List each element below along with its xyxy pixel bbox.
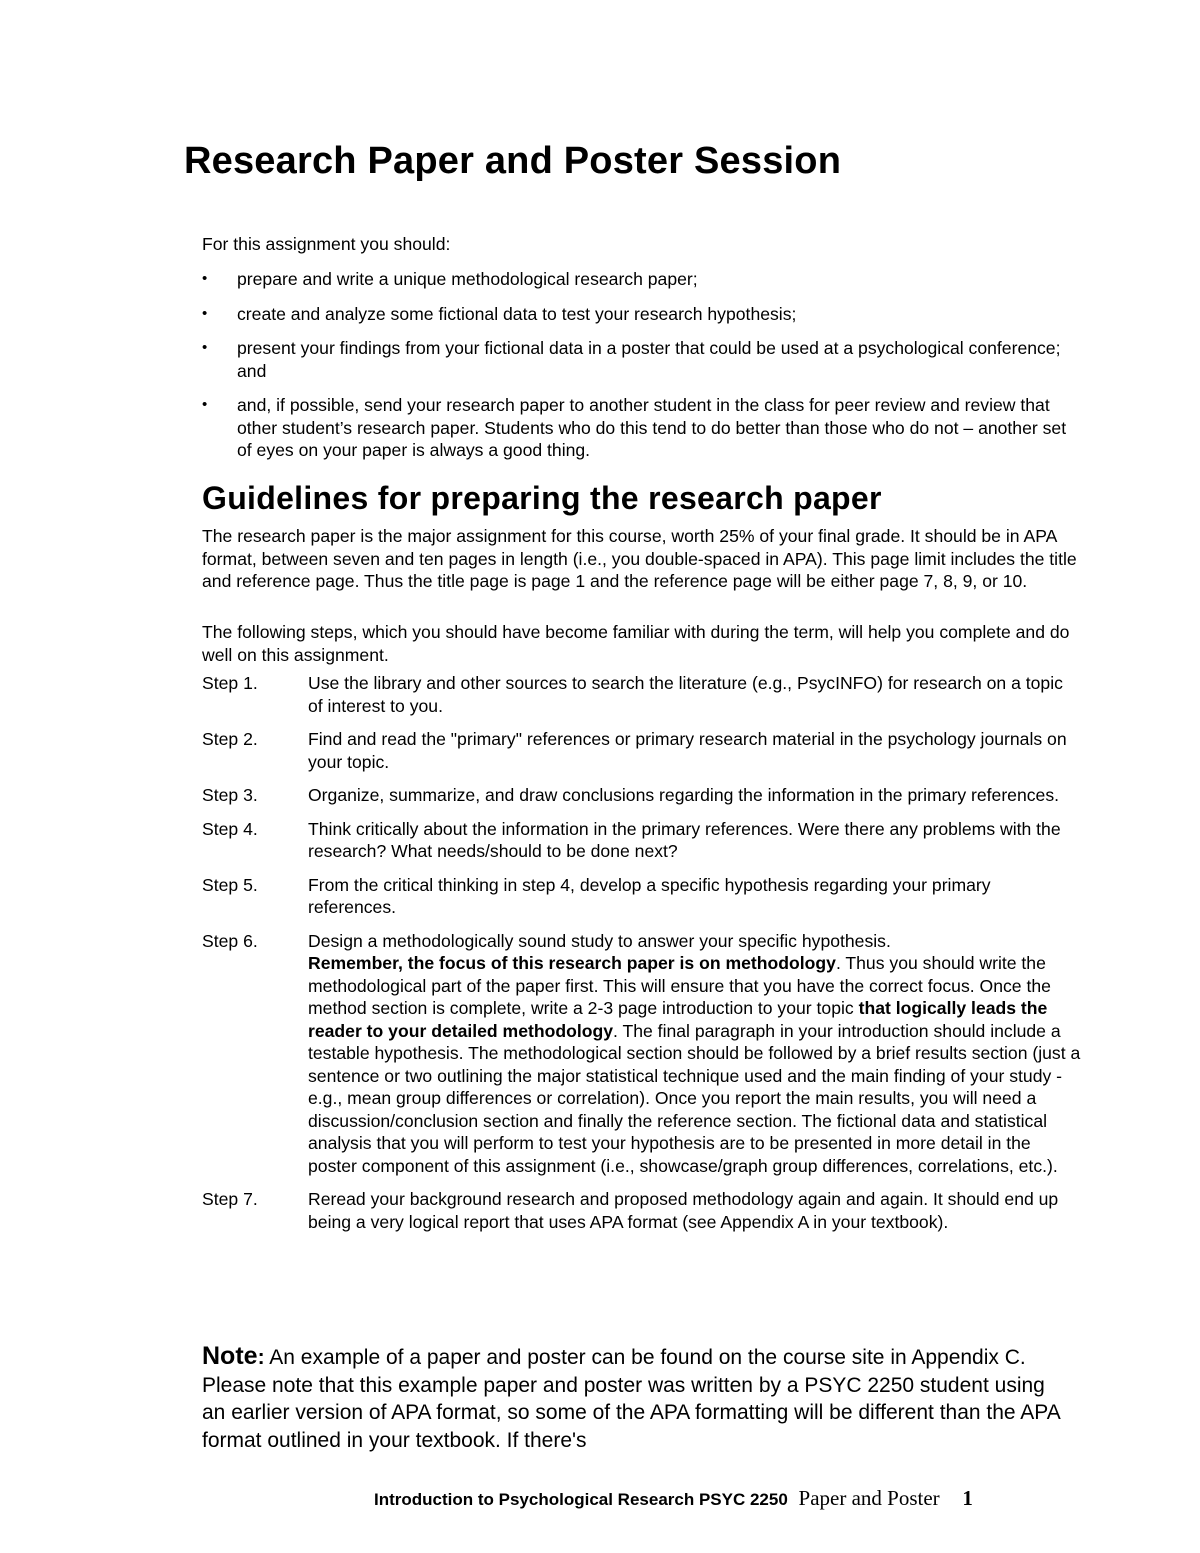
step-text: Find and read the "primary" references or primary research material in the psychology journals on your topic. [308,729,1067,772]
step-item [202,874,1082,919]
note-label: Note [202,1342,258,1370]
bullet-icon: • [202,339,208,356]
step-label: Step 6. [202,930,258,951]
list-item-text: and, if possible, send your research paper to another student in the class for peer review and review that other student’s research paper. Students who do this tend to do better than those who do not – another set of eyes on your paper is always a good thing. [237,395,1067,460]
step-item [202,930,1082,1178]
step-text [308,930,1082,1178]
list-item [202,394,1072,462]
step-label: Step 4. [202,818,258,839]
page-number: 1 [962,1486,973,1510]
page-footer [374,1486,973,1511]
list-item-text: create and analyze some fictional data to test your research hypothesis; [237,303,797,324]
footer-section: Paper and Poster [798,1486,940,1510]
step-text: Reread your background research and proposed methodology again and again. It should end up being a very logical report that uses APA format (see Appendix A in your textbook). [308,1189,1059,1232]
steps-list [202,672,1082,1244]
list-item-text: prepare and write a unique methodological research paper; [237,269,698,289]
step-line: Design a methodologically sound study to answer your specific hypothesis. [308,930,891,951]
paragraph-overview: The research paper is the major assignment for this course, worth 25% of your final grade. It should be in APA format, between seven and ten pages in length (i.e., you double-spaced in APA). This page limit includes the title and reference page. Thus the title page is page 1 and the reference page will be either page 7, 8, 9, or 10. [202,526,1077,591]
step-item [202,1188,1082,1233]
footer-course: Introduction to Psychological Research PSYC 2250 [374,1490,788,1509]
list-item [202,268,1072,291]
step-label: Step 3. [202,785,258,805]
assignment-list [202,268,1072,474]
step-text: From the critical thinking in step 4, develop a specific hypothesis regarding your primary references. [308,874,991,917]
list-item [202,337,1072,382]
step-item [202,818,1082,863]
step-text-part: . The final paragraph in your introduction should include a testable hypothesis. The methodological section should be followed by a brief results section (just a sentence or two outlining the major statistical technique used and the main finding of your study - e.g., mean group differences or correlation). Once you report the main results, you will need a discussion/conclusion section and finally the reference section. The fictional data and statistical analysis that you will perform to test your hypothesis are to be presented in more detail in the poster component of this assignment (i.e., showcase/graph group differences, correlations, etc.). [308,1020,1081,1176]
step-text: Think critically about the information in the primary references. Were there any problems with the research? What needs/should to be done next? [308,818,1061,861]
step-label: Step 2. [202,729,258,749]
section-heading: Guidelines for preparing the research paper [202,480,882,516]
step-label: Step 7. [202,1189,258,1209]
step-text: Organize, summarize, and draw conclusions regarding the information in the primary references. [308,785,1060,805]
step-item [202,672,1082,717]
list-item-text: present your findings from your fictional data in a poster that could be used at a psychological conference; and [237,338,1061,381]
bullet-icon: • [202,270,208,287]
note-text: An example of a paper and poster can be found on the course site in Appendix C. Please note that this example paper and poster was written by a PSYC 2250 student using an earlier version of APA format, so some of the APA formatting will be different than the APA format outlined in your textbook. If there's [202,1346,1060,1452]
step-emphasis: Remember, the focus of this research paper is on methodology [308,953,836,973]
step-label: Step 1. [202,673,258,693]
note-paragraph [202,1343,1062,1454]
bullet-icon: • [202,304,208,322]
step-label: Step 5. [202,874,258,895]
paragraph-steps-intro: The following steps, which you should have become familiar with during the term, will help you complete and do well on this assignment. [202,622,1070,665]
intro-text: For this assignment you should: [202,234,451,254]
page-title: Research Paper and Poster Session [184,140,842,182]
note-colon: : [257,1346,265,1369]
step-text-part: . Thus you should write the methodological part of the paper first. This will ensure that you have the correct focus. Once the method section is complete, write a 2-3 page introduction to your topic [308,953,1051,1018]
step-item [202,728,1082,773]
step-emphasis: that logically leads the reader to your detailed methodology [308,998,1048,1041]
list-item [202,303,1072,326]
step-text: Use the library and other sources to search the literature (e.g., PsycINFO) for research on a topic of interest to you. [308,673,1063,716]
step-item [202,784,1082,807]
bullet-icon: • [202,396,208,413]
